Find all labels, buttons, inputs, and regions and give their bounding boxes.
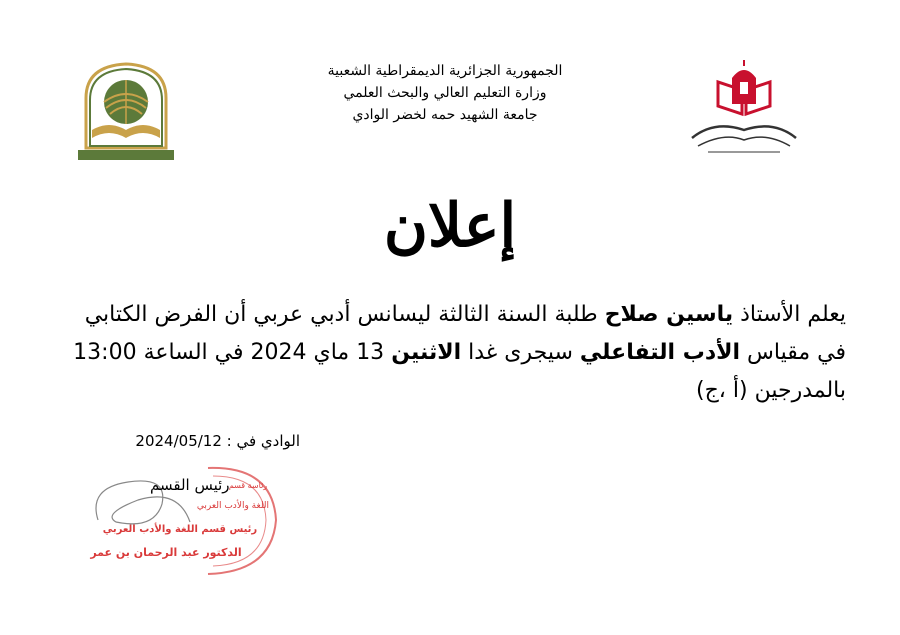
university-name: جامعة الشهيد حمه لخضر الوادي bbox=[352, 107, 538, 123]
faculty-letters-languages-logo-icon bbox=[684, 58, 804, 158]
stamp-text: الدكتور عبد الرحمان بن عمر bbox=[90, 546, 242, 559]
ministry-name: وزارة التعليم العالي والبحث العلمي bbox=[343, 85, 547, 101]
module-name: الأدب التفاعلي bbox=[579, 340, 741, 365]
text-segment: في مقياس bbox=[740, 340, 846, 365]
announcement-line-3: بالمدرجين (أ ،ج) bbox=[696, 378, 846, 403]
department-head-label: رئيس القسم bbox=[150, 476, 230, 494]
faculty-logo bbox=[684, 58, 804, 158]
republic-name: الجمهورية الجزائرية الديمقراطية الشعبية bbox=[327, 63, 563, 79]
text-segment: 13 ماي 2024 في الساعة 13:00 bbox=[73, 340, 392, 365]
announcement-line-1 bbox=[56, 296, 846, 334]
announcement-line-2 bbox=[56, 334, 846, 372]
stamp-text: رئيس قسم اللغة والأدب العربي bbox=[102, 524, 258, 535]
announcement-body bbox=[56, 296, 846, 410]
text-segment: سيجرى غدا bbox=[461, 340, 580, 365]
announcement-title: إعلان bbox=[383, 191, 517, 261]
place-date: الوادي في : 2024/05/12 bbox=[135, 432, 300, 450]
stamp-text: اللغة والأدب العربي bbox=[196, 501, 270, 511]
university-logo bbox=[76, 58, 176, 160]
header-block bbox=[300, 60, 590, 126]
stamp-text: رئاسة قسم bbox=[228, 481, 268, 490]
text-segment: يعلم الأستاذ bbox=[733, 302, 846, 327]
exam-day: الاثنين bbox=[391, 340, 462, 365]
text-segment: طلبة السنة الثالثة ليسانس أدبي عربي أن الفرض الكتابي bbox=[84, 302, 605, 327]
professor-name: ياسين صلاح bbox=[604, 302, 734, 327]
university-book-logo-icon bbox=[76, 58, 176, 160]
